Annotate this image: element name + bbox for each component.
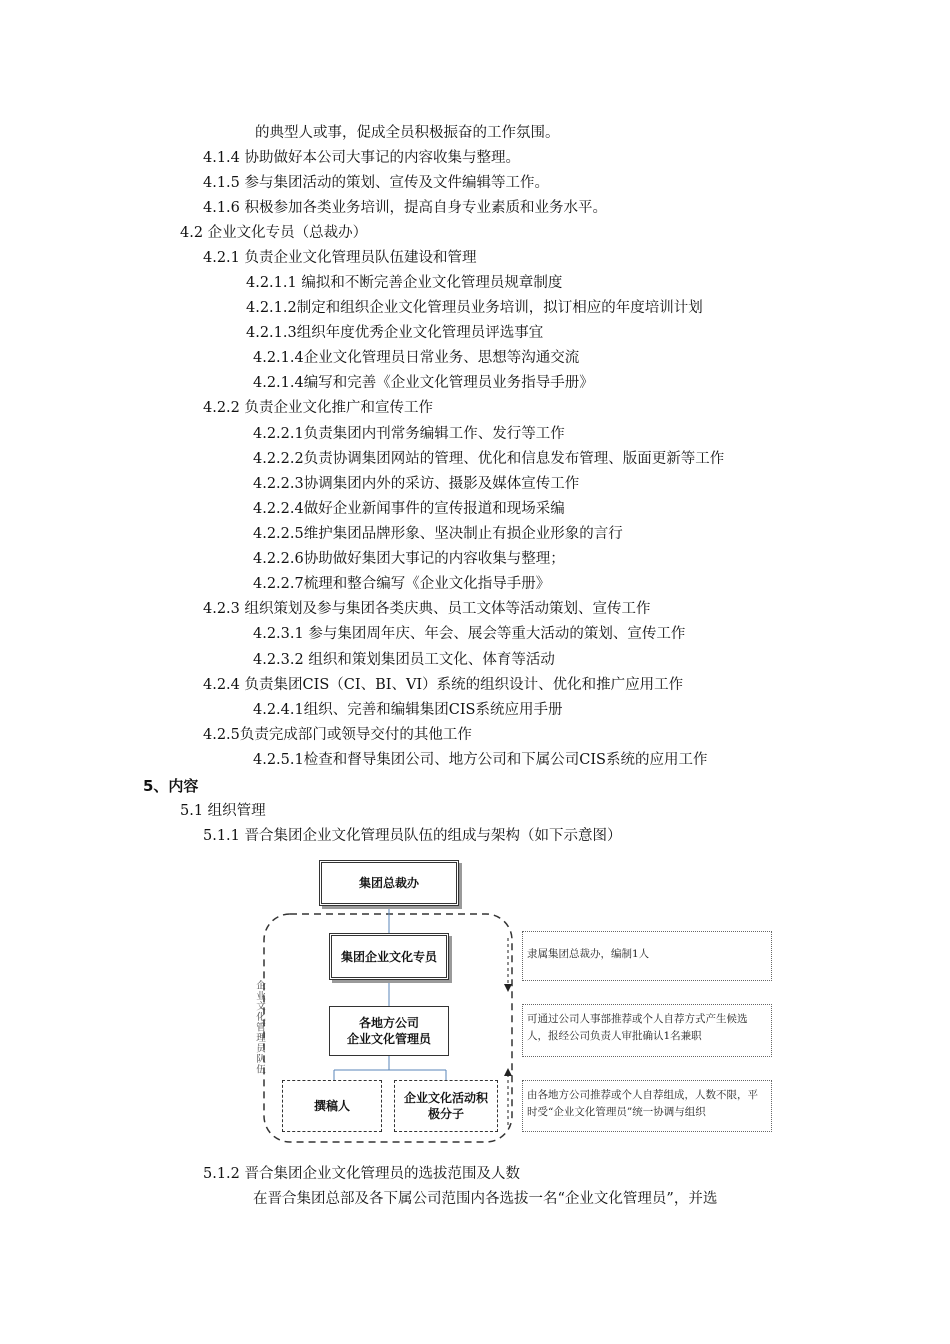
org-node-culture-manager	[329, 1006, 449, 1056]
text-line: 4.2.1.4企业文化管理员日常业务、思想等沟通交流	[253, 350, 580, 366]
text-line: 5.1.2 晋合集团企业文化管理员的选拔范围及人数	[203, 1166, 521, 1182]
text-line: 4.2.2.7梳理和整合编写《企业文化指导手册》	[253, 576, 551, 592]
text-line: 4.2.2.3协调集团内外的采访、摄影及媒体宣传工作	[253, 476, 580, 492]
text-line: 4.1.4 协助做好本公司大事记的内容收集与整理。	[203, 150, 521, 166]
text-line: 4.2.3.2 组织和策划集团员工文化、体育等活动	[253, 652, 555, 668]
org-node-label: 各地方公司	[358, 1016, 419, 1030]
text-line: 4.2.1.1 编拟和不断完善企业文化管理员规章制度	[246, 275, 563, 291]
text-line: 的典型人或事，促成全员积极振奋的工作氛围。	[255, 125, 560, 141]
text-line: 4.2.5.1检查和督导集团公司、地方公司和下属公司CIS系统的应用工作	[253, 752, 708, 768]
section-heading: 5.1 组织管理	[180, 803, 266, 819]
text-line: 4.2.4.1组织、完善和编辑集团CIS系统应用手册	[253, 702, 563, 718]
org-node-activist	[394, 1080, 498, 1132]
text-line: 4.2.3 组织策划及参与集团各类庆典、员工文体等活动策划、宣传工作	[203, 601, 651, 617]
text-line: 4.2.1 负责企业文化管理员队伍建设和管理	[203, 250, 477, 266]
org-node-label: 集团总裁办	[358, 876, 419, 890]
text-line: 4.2.4 负责集团CIS（CI、BI、VI）系统的组织设计、优化和推广应用工作	[203, 677, 684, 693]
text-line: 4.1.5 参与集团活动的策划、宣传及文件编辑等工作。	[203, 175, 550, 191]
note-specialist: 隶属集团总裁办，编制1人	[522, 931, 772, 981]
group-side-label: 企业文化管理员队伍	[254, 980, 265, 1075]
text-line: 4.2.2.6协助做好集团大事记的内容收集与整理；	[253, 551, 565, 567]
arrow-up-head	[504, 1068, 512, 1076]
text-line: 4.2.5负责完成部门或领导交付的其他工作	[203, 727, 472, 743]
org-chart-diagram	[250, 858, 790, 1158]
org-node-label: 企业文化活动积极分子	[403, 1091, 488, 1121]
text-line: 4.2.2.2负责协调集团网站的管理、优化和信息发布管理、版面更新等工作	[253, 451, 725, 467]
chapter-heading: 5、内容	[143, 777, 199, 795]
text-line: 4.2.1.3组织年度优秀企业文化管理员评选事宜	[246, 325, 544, 341]
text-line: 5.1.1 晋合集团企业文化管理员队伍的组成与架构（如下示意图）	[203, 828, 622, 844]
note-members: 由各地方公司推荐或个人自荐组成，人数不限，平时受“企业文化管理员”统一协调与组织	[522, 1080, 772, 1132]
text-line: 4.2.3.1 参与集团周年庆、年会、展会等重大活动的策划、宣传工作	[253, 626, 686, 642]
note-manager: 可通过公司人事部推荐或个人自荐方式产生候选人，报经公司负责人审批确认1名兼职	[522, 1004, 772, 1057]
org-node-president-office	[319, 860, 459, 906]
text-line: 4.2.2 负责企业文化推广和宣传工作	[203, 400, 434, 416]
arrow-down-head	[504, 984, 512, 992]
text-line: 4.2.2.5维护集团品牌形象、坚决制止有损企业形象的言行	[253, 526, 623, 542]
org-node-label: 撰稿人	[313, 1099, 350, 1113]
text-line: 在晋合集团总部及各下属公司范围内各选拔一名“企业文化管理员”，并选	[253, 1191, 718, 1207]
org-node-writer	[282, 1080, 382, 1132]
text-line: 4.2.1.2制定和组织企业文化管理员业务培训，拟订相应的年度培训计划	[246, 300, 703, 316]
org-node-label: 集团企业文化专员	[340, 949, 437, 964]
text-line: 4.2.1.4编写和完善《企业文化管理员业务指导手册》	[253, 375, 594, 391]
org-node-label: 企业文化管理员	[346, 1032, 431, 1046]
text-line: 4.2.2.4做好企业新闻事件的宣传报道和现场采编	[253, 501, 565, 517]
section-heading: 4.2 企业文化专员（总裁办）	[180, 225, 368, 241]
text-line: 4.1.6 积极参加各类业务培训，提高自身专业素质和业务水平。	[203, 200, 608, 216]
org-node-culture-specialist	[329, 933, 449, 980]
text-line: 4.2.2.1负责集团内刊常务编辑工作、发行等工作	[253, 426, 565, 442]
